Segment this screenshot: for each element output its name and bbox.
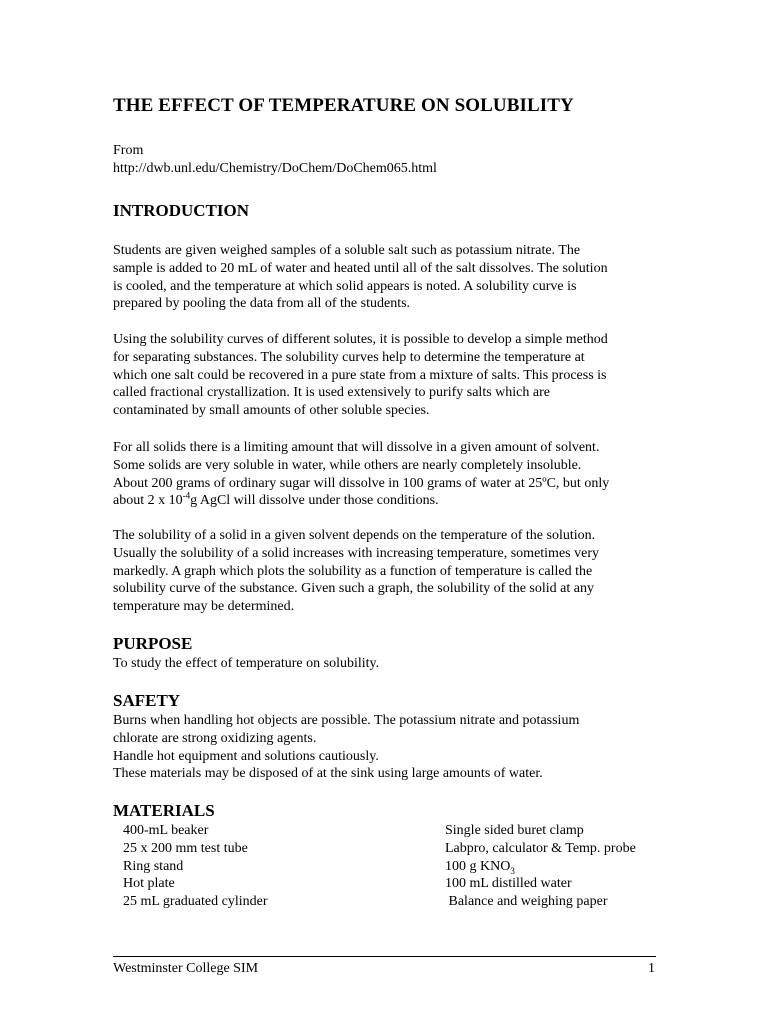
exponent: -4 — [182, 490, 191, 501]
document-page — [113, 0, 658, 1024]
material-item: 400-mL beaker — [123, 823, 209, 838]
paragraph-line: temperature may be determined. — [113, 599, 295, 615]
footer-divider — [113, 956, 656, 957]
paragraph-line — [113, 492, 658, 510]
line-text: about 2 x 10 — [113, 493, 183, 509]
paragraph-line: for separating substances. The solubility curves help to determine the temperature at — [113, 349, 585, 365]
paragraph-line: To study the effect of temperature on solubility. — [113, 656, 380, 671]
source-label: From — [113, 143, 144, 158]
paragraph-line: prepared by pooling the data from all of the students. — [113, 296, 411, 312]
materials-column-right — [445, 822, 636, 911]
source-block — [113, 142, 437, 178]
material-item: 100 mL distilled water — [445, 876, 572, 892]
paragraph-line: called fractional crystallization. It is used extensively to purify salts which are — [113, 385, 550, 401]
introduction-paragraph-3 — [113, 439, 658, 510]
purpose-heading: PURPOSE — [113, 634, 193, 653]
materials-column-left — [123, 822, 267, 911]
paragraph-line: These materials may be disposed of at the sink using large amounts of water. — [113, 766, 543, 782]
paragraph-line: Using the solubility curves of different solutes, it is possible to develop a simple method — [113, 332, 608, 347]
paragraph-line: Usually the solubility of a solid increases with increasing temperature, sometimes very — [113, 545, 599, 561]
purpose-text — [113, 655, 658, 673]
paragraph-line: which one salt could be recovered in a pure state from a mixture of salts. This process is — [113, 367, 607, 383]
paragraph-line: sample is added to 20 mL of water and heated until all of the salt dissolves. The solution — [113, 260, 608, 276]
source-url: http://dwb.unl.edu/Chemistry/DoChem/DoChem065.html — [113, 161, 437, 176]
safety-heading: SAFETY — [113, 691, 181, 710]
paragraph-line: Burns when handling hot objects are possible. The potassium nitrate and potassium — [113, 713, 580, 728]
paragraph-line: For all solids there is a limiting amount that will dissolve in a given amount of solvent. — [113, 440, 600, 455]
paragraph-line: Handle hot equipment and solutions cautiously. — [113, 748, 379, 764]
material-item: Single sided buret clamp — [445, 823, 584, 838]
subscript: 3 — [510, 865, 515, 876]
document-title: THE EFFECT OF TEMPERATURE ON SOLUBILITY — [113, 95, 574, 116]
paragraph-line: chlorate are strong oxidizing agents. — [113, 730, 317, 746]
material-item: 25 x 200 mm test tube — [123, 840, 248, 856]
paragraph-line: markedly. A graph which plots the solubility as a function of temperature is called the — [113, 563, 593, 579]
paragraph-line: Some solids are very soluble in water, while others are nearly completely insoluble. — [113, 457, 582, 473]
material-item: Hot plate — [123, 876, 175, 892]
material-item: Labpro, calculator & Temp. probe — [445, 840, 636, 856]
introduction-paragraph-4 — [113, 527, 658, 616]
paragraph-line: contaminated by small amounts of other soluble species. — [113, 403, 430, 419]
materials-heading: MATERIALS — [113, 801, 215, 820]
footer-text: Westminster College SIM — [113, 961, 259, 976]
page-number: 1 — [648, 961, 655, 976]
safety-text — [113, 712, 658, 783]
line-text: g AgCl will dissolve under those conditions. — [190, 493, 439, 509]
paragraph-line: Students are given weighed samples of a soluble salt such as potassium nitrate. The — [113, 243, 581, 258]
paragraph-line: The solubility of a solid in a given solvent depends on the temperature of the solution. — [113, 528, 596, 543]
introduction-paragraph-1 — [113, 242, 658, 313]
introduction-paragraph-2 — [113, 331, 658, 420]
material-item: 25 mL graduated cylinder — [123, 894, 268, 910]
paragraph-line: solubility curve of the substance. Given such a graph, the solubility of the solid at any — [113, 581, 594, 597]
material-text: 100 g KNO — [445, 858, 511, 874]
paragraph-line: is cooled, and the temperature at which solid appears is noted. A solubility curve is — [113, 278, 577, 294]
material-item: Ring stand — [123, 858, 184, 874]
material-item: Balance and weighing paper — [445, 894, 608, 910]
paragraph-line: About 200 grams of ordinary sugar will dissolve in 100 grams of water at 25ºC, but only — [113, 475, 610, 491]
introduction-heading: INTRODUCTION — [113, 201, 250, 220]
material-item — [445, 858, 636, 876]
